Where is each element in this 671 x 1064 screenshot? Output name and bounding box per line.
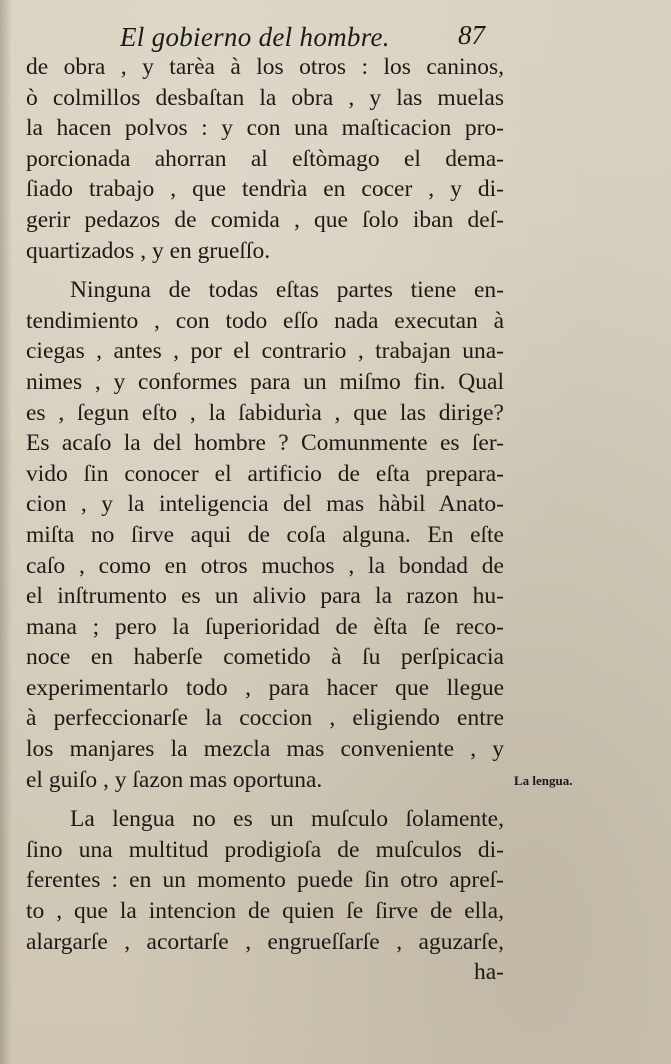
body-text [26, 52, 504, 988]
text-line: La lengua no es un muſculo ſolamente, [70, 806, 504, 833]
text-line: mana ; pero la ſuperioridad de èſta ſe reco- [26, 613, 504, 640]
margin-note: La lengua. [514, 773, 573, 788]
text-line: el inſtrumento es un alivio para la razon hu- [26, 583, 504, 610]
text-line: ſiado trabajo , que tendrìa en cocer , y di- [26, 176, 504, 203]
text-line: to , que la intencion de quien ſe ſirve de ella, [26, 898, 504, 925]
running-head [0, 20, 671, 54]
paragraph-gap [26, 266, 504, 275]
text-line: à perfeccionarſe la coccion , eligiendo entre [26, 705, 504, 732]
text-line: gerir pedazos de comida , que ſolo iban deſ- [26, 206, 504, 233]
text-line: los manjares la mezcla mas conveniente , y [26, 736, 504, 763]
page-number: 87 [458, 20, 485, 50]
paragraph-gap [26, 795, 504, 804]
text-line: vido ſin conocer el artificio de eſta prepara- [26, 460, 504, 487]
text-line: miſta no ſirve aqui de coſa alguna. En eſte [26, 521, 504, 548]
text-line: noce en haberſe cometido à ſu perſpicacia [26, 644, 504, 671]
text-line: nimes , y conformes para un miſmo fin. Qual [26, 368, 504, 395]
text-line: es , ſegun eſto , la ſabidurìa , que las dirige? [26, 399, 504, 426]
text-line: ſino una multitud prodigioſa de muſculos di- [26, 836, 504, 863]
text-line: Es acaſo la del hombre ? Comunmente es ſer- [26, 430, 504, 457]
text-line: ò colmillos desbaſtan la obra , y las muelas [26, 84, 504, 111]
text-line: Ninguna de todas eſtas partes tiene en- [70, 277, 504, 304]
text-line: cion , y la inteligencia del mas hàbil Anato- [26, 491, 504, 518]
catchword: ha- [473, 959, 504, 986]
running-title: El gobierno del hombre. [120, 22, 390, 52]
text-line: ferentes : en un momento puede ſin otro apreſ- [26, 867, 504, 894]
spine-shadow [0, 0, 12, 1064]
text-line: de obra , y tarèa à los otros : los caninos, [26, 54, 504, 80]
text-line: la hacen polvos : y con una maſticacion pro- [26, 115, 504, 142]
text-line: porcionada ahorran al eſtòmago el dema- [26, 145, 504, 172]
text-line: quartizados , y en grueſſo. [26, 237, 271, 264]
text-line: alargarſe , acortarſe , engrueſſarſe , aguzarſe, [26, 928, 504, 955]
text-line: el guiſo , y ſazon mas oportuna. [26, 766, 323, 793]
text-line: ciegas , antes , por el contrario , trabajan una- [26, 338, 504, 365]
text-line: tendimiento , con todo eſſo nada executan à [26, 307, 504, 334]
text-line: caſo , como en otros muchos , la bondad de [26, 552, 504, 579]
text-line: experimentarlo todo , para hacer que llegue [26, 674, 504, 701]
